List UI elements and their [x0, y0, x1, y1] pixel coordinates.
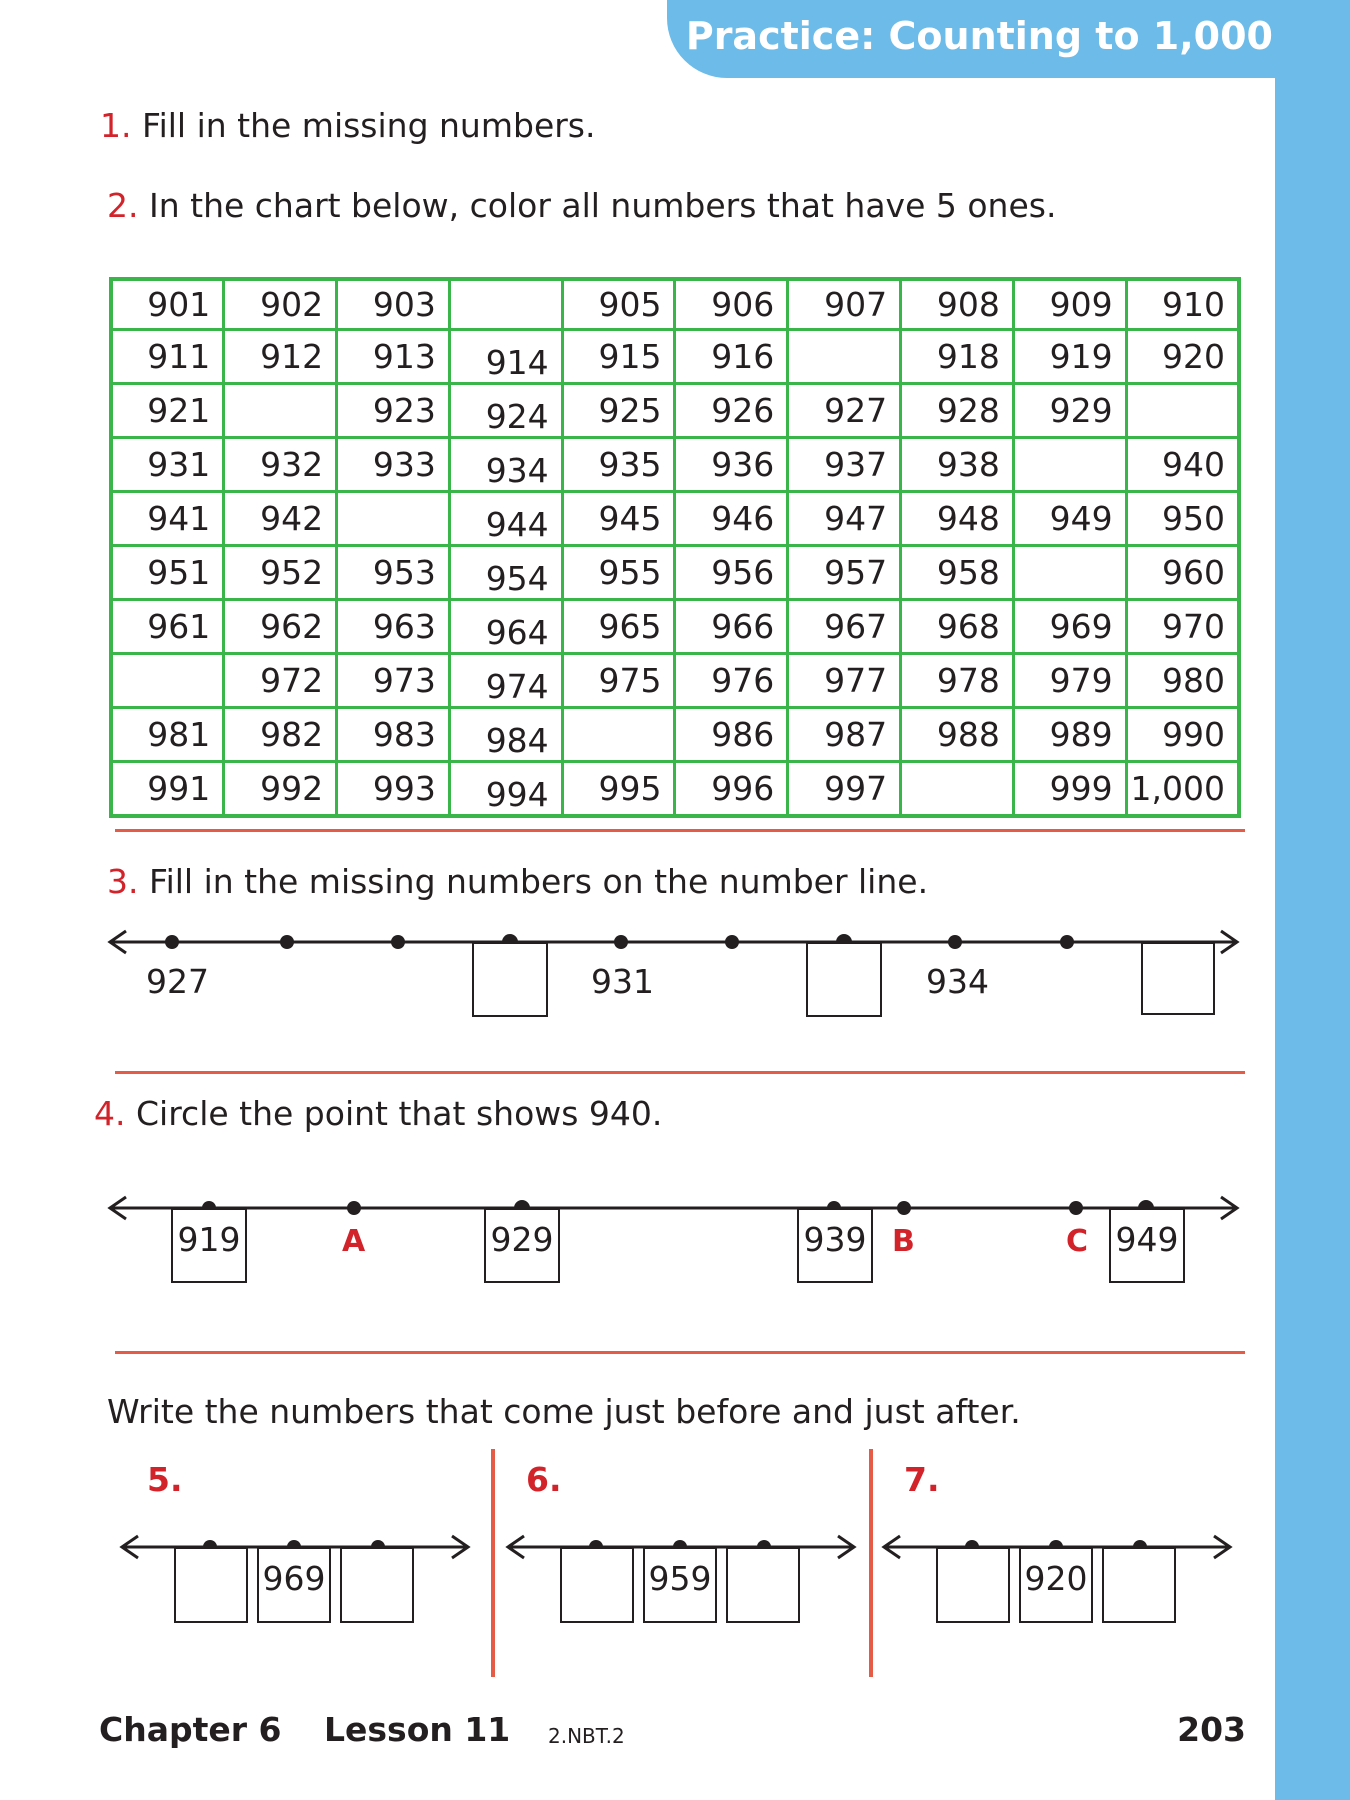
boxed-number: 919: [171, 1208, 247, 1283]
chart-cell[interactable]: 921: [111, 383, 224, 437]
chart-cell[interactable]: 974: [449, 653, 562, 707]
chart-cell[interactable]: 988: [901, 707, 1014, 761]
tick-point-a: [347, 1201, 361, 1215]
chart-cell[interactable]: 964: [449, 599, 562, 653]
chart-cell[interactable]: 950: [1126, 491, 1239, 545]
lesson-label: Lesson 11: [324, 1710, 511, 1749]
question-text: Fill in the missing numbers on the number line.: [149, 862, 929, 901]
chart-cell[interactable]: 954: [449, 545, 562, 599]
chart-cell[interactable]: 919: [1013, 329, 1126, 383]
chart-cell[interactable]: 993: [337, 761, 450, 816]
chart-cell[interactable]: 977: [788, 653, 901, 707]
chart-cell[interactable]: 972: [224, 653, 337, 707]
question-4: [94, 1094, 662, 1133]
point-label-c[interactable]: C: [1066, 1224, 1089, 1259]
chart-cell[interactable]: 962: [224, 599, 337, 653]
chart-cell[interactable]: 987: [788, 707, 901, 761]
tick-point: [280, 935, 294, 949]
chart-cell[interactable]: 907: [788, 279, 901, 329]
chart-cell[interactable]: 990: [1126, 707, 1239, 761]
chart-cell[interactable]: 931: [111, 437, 224, 491]
chart-cell[interactable]: 991: [111, 761, 224, 816]
section-divider: [115, 1071, 1245, 1074]
question-number: 3.: [107, 862, 139, 901]
boxed-number: 939: [797, 1208, 873, 1283]
chart-cell[interactable]: 903: [337, 279, 450, 329]
tick-point: [948, 935, 962, 949]
chart-cell[interactable]: 929: [1013, 383, 1126, 437]
chart-cell[interactable]: 986: [675, 707, 788, 761]
chart-cell[interactable]: 925: [562, 383, 675, 437]
tick-point: [1060, 935, 1074, 949]
chart-cell[interactable]: 981: [111, 707, 224, 761]
point-label-b[interactable]: B: [892, 1224, 915, 1259]
chart-cell[interactable]: 961: [111, 599, 224, 653]
chart-cell[interactable]: 909: [1013, 279, 1126, 329]
chart-cell[interactable]: 989: [1013, 707, 1126, 761]
answer-box-before[interactable]: [174, 1547, 248, 1623]
chart-cell[interactable]: 915: [562, 329, 675, 383]
answer-box-before[interactable]: [936, 1547, 1010, 1623]
chart-cell[interactable]: 955: [562, 545, 675, 599]
number-line-label: 934: [926, 962, 989, 1001]
chart-cell[interactable]: 908: [901, 279, 1014, 329]
chart-cell[interactable]: 910: [1126, 279, 1239, 329]
chart-cell[interactable]: 975: [562, 653, 675, 707]
chart-cell[interactable]: 935: [562, 437, 675, 491]
chart-cell[interactable]: 994: [449, 761, 562, 816]
chart-cell[interactable]: 979: [1013, 653, 1126, 707]
chart-cell[interactable]: 923: [337, 383, 450, 437]
answer-box[interactable]: [806, 942, 882, 1017]
chart-cell[interactable]: 992: [224, 761, 337, 816]
chart-cell[interactable]: 966: [675, 599, 788, 653]
chart-cell[interactable]: 948: [901, 491, 1014, 545]
chart-cell[interactable]: 1,000: [1126, 761, 1239, 816]
chart-cell[interactable]: 957: [788, 545, 901, 599]
chart-cell[interactable]: 927: [788, 383, 901, 437]
column-divider: [869, 1449, 873, 1677]
chapter-label: Chapter 6: [99, 1710, 282, 1749]
chart-cell[interactable]: 984: [449, 707, 562, 761]
question-text: In the chart below, color all numbers that have 5 ones.: [149, 186, 1057, 225]
point-label-a[interactable]: A: [342, 1224, 366, 1259]
question-number: 4.: [94, 1094, 126, 1133]
chart-cell[interactable]: 983: [337, 707, 450, 761]
chart-cell[interactable]: 938: [901, 437, 1014, 491]
question-text: Fill in the missing numbers.: [142, 106, 596, 145]
chart-cell[interactable]: 933: [337, 437, 450, 491]
question-number: 1.: [100, 106, 132, 145]
chart-cell[interactable]: 920: [1126, 329, 1239, 383]
number-line-q4: [110, 1197, 1237, 1219]
question-text: Circle the point that shows 940.: [136, 1094, 663, 1133]
standard-code: 2.NBT.2: [548, 1724, 625, 1748]
question-number: 2.: [107, 186, 139, 225]
middle-number: 920: [1019, 1547, 1093, 1623]
question-5-number: 5.: [147, 1460, 183, 1499]
chart-cell[interactable]: 944: [449, 491, 562, 545]
answer-box-before[interactable]: [560, 1547, 634, 1623]
chart-cell[interactable]: 973: [337, 653, 450, 707]
chart-cell[interactable]: 996: [675, 761, 788, 816]
chart-cell[interactable]: 952: [224, 545, 337, 599]
chart-cell[interactable]: 926: [675, 383, 788, 437]
answer-box-after[interactable]: [726, 1547, 800, 1623]
chart-cell[interactable]: 918: [901, 329, 1014, 383]
answer-box-after[interactable]: [1102, 1547, 1176, 1623]
number-line-label: 927: [146, 962, 209, 1001]
tick-point-b: [897, 1201, 911, 1215]
chart-cell[interactable]: 949: [1013, 491, 1126, 545]
chart-cell[interactable]: 980: [1126, 653, 1239, 707]
tick-point: [391, 935, 405, 949]
chart-cell[interactable]: 956: [675, 545, 788, 599]
chart-cell[interactable]: 999: [1013, 761, 1126, 816]
middle-number: 969: [257, 1547, 331, 1623]
chart-cell[interactable]: 936: [675, 437, 788, 491]
chart-cell[interactable]: 969: [1013, 599, 1126, 653]
chart-cell[interactable]: 958: [901, 545, 1014, 599]
chart-cell[interactable]: 970: [1126, 599, 1239, 653]
number-line-label: 931: [591, 962, 654, 1001]
chart-cell[interactable]: 946: [675, 491, 788, 545]
chart-cell[interactable]: 913: [337, 329, 450, 383]
chart-cell[interactable]: 953: [337, 545, 450, 599]
chart-cell[interactable]: 963: [337, 599, 450, 653]
question-7-number: 7.: [904, 1460, 940, 1499]
answer-box[interactable]: [472, 942, 548, 1017]
chart-cell[interactable]: 960: [1126, 545, 1239, 599]
chart-cell[interactable]: 934: [449, 437, 562, 491]
page-title: Practice: Counting to 1,000: [685, 14, 1273, 58]
answer-box-after[interactable]: [340, 1547, 414, 1623]
chart-cell[interactable]: 901: [111, 279, 224, 329]
section-divider: [115, 1351, 1245, 1354]
chart-cell[interactable]: 914: [449, 329, 562, 383]
chart-cell[interactable]: 951: [111, 545, 224, 599]
chart-cell[interactable]: 902: [224, 279, 337, 329]
chart-cell[interactable]: 997: [788, 761, 901, 816]
chart-cell[interactable]: 982: [224, 707, 337, 761]
chart-cell[interactable]: 937: [788, 437, 901, 491]
boxed-number: 949: [1109, 1208, 1185, 1283]
boxed-number: 929: [484, 1208, 560, 1283]
chart-cell[interactable]: 968: [901, 599, 1014, 653]
tick-point: [165, 935, 179, 949]
answer-box[interactable]: [1141, 942, 1215, 1015]
chart-cell[interactable]: 967: [788, 599, 901, 653]
chart-cell[interactable]: 976: [675, 653, 788, 707]
chart-cell[interactable]: 965: [562, 599, 675, 653]
chart-cell[interactable]: 945: [562, 491, 675, 545]
chart-cell[interactable]: 916: [675, 329, 788, 383]
question-6-number: 6.: [526, 1460, 562, 1499]
chart-cell[interactable]: 911: [111, 329, 224, 383]
chart-cell[interactable]: 940: [1126, 437, 1239, 491]
chart-cell[interactable]: 947: [788, 491, 901, 545]
chart-cell[interactable]: 941: [111, 491, 224, 545]
chart-cell[interactable]: 932: [224, 437, 337, 491]
chart-cell[interactable]: 942: [224, 491, 337, 545]
chart-cell[interactable]: 995: [562, 761, 675, 816]
chart-cell[interactable]: 928: [901, 383, 1014, 437]
chart-cell[interactable]: 905: [562, 279, 675, 329]
chart-cell[interactable]: 924: [449, 383, 562, 437]
chart-cell[interactable]: 978: [901, 653, 1014, 707]
tick-point: [614, 935, 628, 949]
column-divider: [491, 1449, 495, 1677]
tick-point: [725, 935, 739, 949]
number-line-q3: [110, 931, 1237, 953]
middle-number: 959: [643, 1547, 717, 1623]
tick-point-c: [1069, 1201, 1083, 1215]
chart-cell[interactable]: 912: [224, 329, 337, 383]
page-number: 203: [1177, 1710, 1246, 1749]
chart-cell[interactable]: 906: [675, 279, 788, 329]
before-after-instruction: Write the numbers that come just before and just after.: [107, 1392, 1021, 1431]
